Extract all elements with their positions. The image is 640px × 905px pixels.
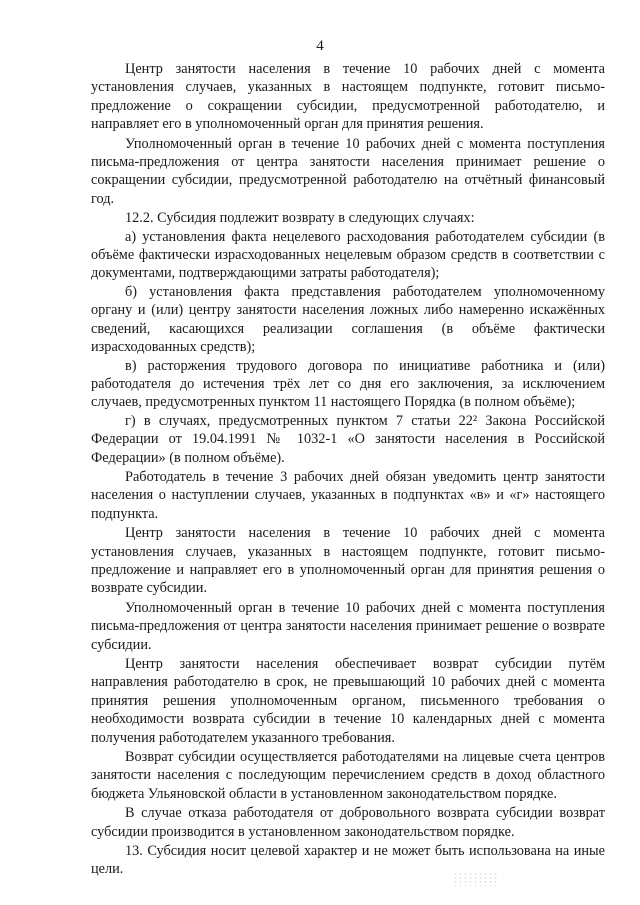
paragraph-return-requirement: Центр занятости населения обеспечивает возврат субсидии путём направления работодателю в срок, не превышающий 10 рабочих дней с момента принятия решения уполномоченным органом, письменного требования о необходимости возврата субсидии в течение 10 календарных дней с момента получения работодателем указанного требования.	[91, 656, 605, 746]
paragraph-case-a: а) установления факта нецелевого расходования работодателем субсидии (в объёме фактически израсходованных нецелевым образом средств в соответствии с документами, подтверждающими затраты работодателя);	[91, 228, 605, 282]
paragraph-case-b: б) установления факта представления работодателем уполномоченному органу и (или) центру занятости населения ложных либо намеренно искажённых сведений, касающихся реализации соглашения (в объёме фактически израсходованных средств);	[91, 283, 605, 356]
paragraph-authorized-body-return-decision: Уполномоченный орган в течение 10 рабочих дней с момента поступления письма-предложения от центра занятости населения принимает решение о возврате субсидии.	[91, 599, 605, 653]
paragraph-case-g: г) в случаях, предусмотренных пунктом 7 статьи 22² Закона Российской Федерации от 19.04.1991 № 1032-1 «О занятости населения в Российской Федерации» (в полном объёме).	[91, 412, 605, 466]
paragraph-refusal-case: В случае отказа работодателя от добровольного возврата субсидии возврат субсидии производится в установленном законодательством порядке.	[91, 805, 605, 840]
paragraph-employment-center-reduction-letter: Центр занятости населения в течение 10 рабочих дней с момента установления случаев, указанных в настоящем подпункте, готовит письмо-предложение о сокращении субсидии, предусмотренной работодателю, и направляет его в уполномоченный орган для принятия решения.	[91, 61, 605, 133]
scan-artifact	[453, 872, 497, 886]
paragraph-12-2-heading: 12.2. Субсидия подлежит возврату в следующих случаях:	[125, 210, 475, 227]
paragraph-employment-center-return-letter: Центр занятости населения в течение 10 рабочих дней с момента установления случаев, указанных в настоящем подпункте, готовит письмо-предложение и направляет его в уполномоченный орган для принятия решения о возврате субсидии.	[91, 525, 605, 597]
document-body	[91, 60, 605, 880]
paragraph-13-target-purpose: 13. Субсидия носит целевой характер и не может быть использована на иные цели.	[91, 843, 605, 878]
paragraph-return-procedure: Возврат субсидии осуществляется работодателями на лицевые счета центров занятости населения с последующим перечислением средств в доход областного бюджета Ульяновской области в установленном законодательством порядке.	[91, 749, 605, 802]
page-number: 4	[316, 38, 324, 54]
paragraph-authorized-body-reduction-decision: Уполномоченный орган в течение 10 рабочих дней с момента поступления письма-предложения от центра занятости населения принимает решение о сокращении субсидии, предусмотренной работодателю на отчётный финансовый год.	[91, 135, 605, 207]
paragraph-employer-notification: Работодатель в течение 3 рабочих дней обязан уведомить центр занятости населения о наступлении случаев, указанных в подпунктах «в» и «г» настоящего подпункта.	[91, 468, 605, 522]
paragraph-case-v: в) расторжения трудового договора по инициативе работника и (или) работодателя до истечения трёх лет со дня его заключения, за исключением случаев, предусмотренных пунктом 11 настоящего Порядка (в полном объёме);	[91, 357, 605, 411]
